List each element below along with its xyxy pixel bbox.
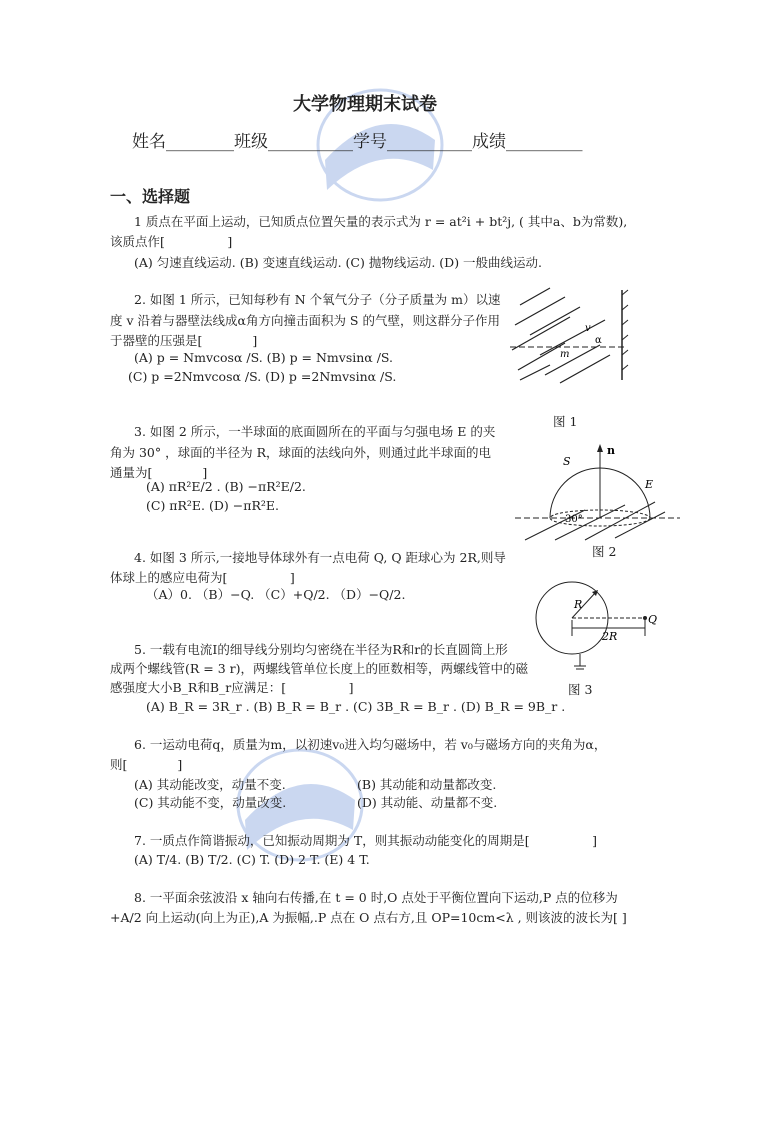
q3-options: (A) πR²E/2 . (B) −πR²E/2. bbox=[146, 479, 306, 494]
q6-text: 则[ ] bbox=[110, 757, 183, 772]
q2-text: 度 v 沿着与器壁法线成α角方向撞击面积为 S 的气壁，则这群分子作用 bbox=[110, 313, 500, 328]
q6-option-d: (D) 其动能、动量都不变. bbox=[357, 795, 498, 810]
q3-options: (C) πR²E. (D) −πR²E. bbox=[146, 498, 279, 513]
q5-options: (A) B_R = 3R_r . (B) B_R = B_r . (C) 3B_R = B_r . (D) B_R = 9B_r . bbox=[146, 699, 566, 714]
figure-2-diagram bbox=[515, 440, 680, 545]
q3-text: 3. 如图 2 所示，一半球面的底面圆所在的平面与匀强电场 E 的夹 bbox=[134, 424, 496, 439]
figure-3-diagram bbox=[530, 580, 665, 675]
normal-label: n bbox=[607, 444, 615, 457]
q2-options: (C) p =2Nmvcosα /S. (D) p =2Nmvsinα /S. bbox=[128, 369, 397, 384]
velocity-label: v bbox=[585, 323, 591, 334]
q6-option-c: (C) 其动能不变，动量改变. bbox=[134, 795, 287, 810]
q3-text: 通量为[ ] bbox=[110, 465, 208, 480]
figure-1-caption: 图 1 bbox=[553, 414, 578, 429]
mass-label: m bbox=[560, 349, 570, 360]
q8-text: 8. 一平面余弦波沿 x 轴向右传播,在 t = 0 时,O 点处于平衡位置向下运动,P 点的位移为 bbox=[134, 890, 618, 905]
surface-label: S bbox=[563, 455, 571, 468]
q1-text: 该质点作[ ] bbox=[110, 234, 233, 249]
q1-options: (A) 匀速直线运动. (B) 变速直线运动. (C) 抛物线运动. (D) 一般曲线运动. bbox=[134, 255, 543, 270]
section-heading: 一、选择题 bbox=[110, 187, 191, 206]
q2-text: 于器壁的压强是[ ] bbox=[110, 333, 258, 348]
page-title: 大学物理期末试卷 bbox=[293, 94, 437, 115]
q4-options: （A）0. （B）−Q. （C）+Q/2. （D）−Q/2. bbox=[146, 587, 406, 602]
field-label: E bbox=[645, 478, 654, 491]
q2-options: (A) p = Nmvcosα /S. (B) p = Nmvsinα /S. bbox=[134, 350, 394, 365]
charge-label: Q bbox=[648, 613, 658, 626]
q1-text: 1 质点在平面上运动，已知质点位置矢量的表示式为 r = at²i + bt²j, ( 其中a、b为常数), bbox=[134, 214, 628, 229]
student-info-line: 姓名________班级__________学号__________成绩_________ bbox=[132, 132, 583, 152]
alpha-label: α bbox=[595, 335, 602, 346]
q4-text: 体球上的感应电荷为[ ] bbox=[110, 570, 295, 585]
q6-option-b: (B) 其动能和动量都改变. bbox=[357, 777, 497, 792]
q3-text: 角为 30° ，球面的半径为 R，球面的法线向外，则通过此半球面的电 bbox=[110, 445, 491, 460]
angle-label: 30° bbox=[565, 514, 583, 525]
figure-2-caption: 图 2 bbox=[592, 544, 617, 559]
distance-label: 2R bbox=[602, 630, 618, 643]
q5-text: 感强度大小B_R和B_r应满足：[ ] bbox=[110, 680, 354, 695]
q5-text: 成两个螺线管(R = 3 r)，两螺线管单位长度上的匝数相等，两螺线管中的磁 bbox=[110, 661, 528, 676]
q5-text: 5. 一载有电流I的细导线分别均匀密绕在半径为R和r的长直圆筒上形 bbox=[134, 642, 508, 657]
figure-3-caption: 图 3 bbox=[568, 682, 593, 697]
q7-options: (A) T/4. (B) T/2. (C) T. (D) 2 T. (E) 4 T. bbox=[134, 852, 370, 867]
q6-text: 6. 一运动电荷q，质量为m，以初速v₀进入均匀磁场中，若 v₀与磁场方向的夹角为α， bbox=[134, 737, 607, 752]
figure-1-diagram bbox=[510, 285, 640, 385]
q4-text: 4. 如图 3 所示,一接地导体球外有一点电荷 Q, Q 距球心为 2R,则导 bbox=[134, 550, 506, 565]
q2-text: 2. 如图 1 所示，已知每秒有 N 个氧气分子（分子质量为 m）以速 bbox=[134, 292, 501, 307]
q8-text: +A/2 向上运动(向上为正),A 为振幅,.P 点在 O 点右方,且 OP=10cm<λ , 则该波的波长为[ ] bbox=[110, 910, 627, 925]
q7-text: 7. 一质点作简谐振动，已知振动周期为 T，则其振动动能变化的周期是[ ] bbox=[134, 833, 597, 848]
radius-label: R bbox=[574, 598, 583, 611]
q6-option-a: (A) 其动能改变，动量不变. bbox=[134, 777, 286, 792]
